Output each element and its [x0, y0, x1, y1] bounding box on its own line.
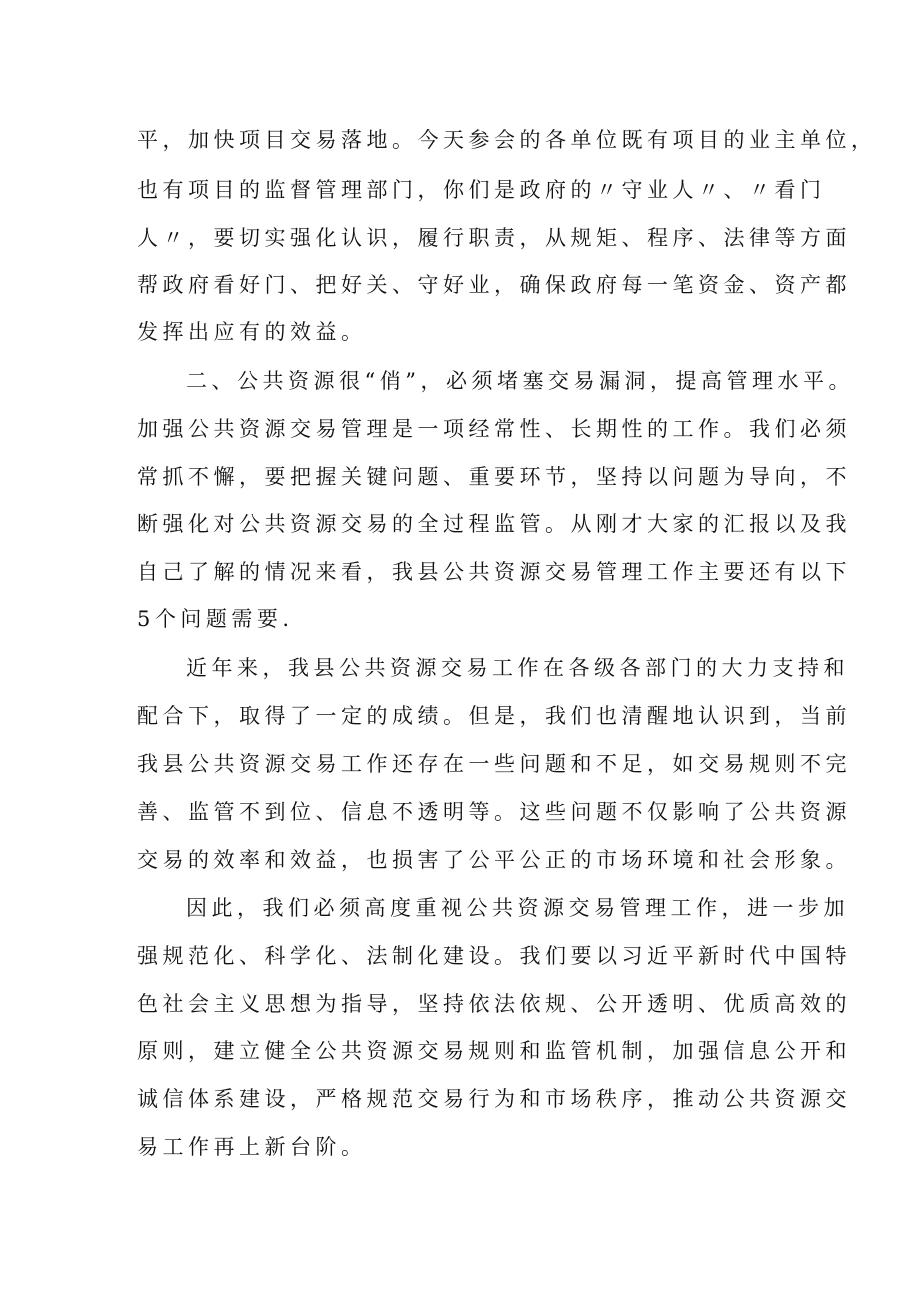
text-line: 交易的效率和效益，也损害了公平公正的市场环境和社会形象。: [137, 848, 851, 872]
text-line: 也有项目的监督管理部门，你们是政府的〃守业人〃、〃看门: [137, 178, 826, 202]
text-line: 我县公共资源交易工作还存在一些问题和不足，如交易规则不完: [137, 752, 851, 776]
text-line: 近年来，我县公共资源交易工作在各级各部门的大力支持和: [186, 656, 849, 680]
text-line: 发挥出应有的效益。: [137, 320, 367, 344]
text-line: 色社会主义思想为指导，坚持依法依规、公开透明、优质高效的: [137, 992, 851, 1016]
text-line: 常抓不懈，要把握关键问题、重要环节，坚持以问题为导向，不: [137, 465, 851, 489]
text-line: 诚信体系建设，严格规范交易行为和市场秩序，推动公共资源交: [137, 1087, 851, 1111]
text-line: 帮政府看好门、把好关、守好业，确保政府每一笔资金、资产都: [137, 273, 851, 297]
text-line: 易工作再上新台阶。: [137, 1135, 367, 1159]
text-line: 加强公共资源交易管理是一项经常性、长期性的工作。我们必须: [137, 417, 851, 441]
text-line: 平，加快项目交易落地。今天参会的各单位既有项目的业主单位，: [137, 128, 877, 152]
text-line: 断强化对公共资源交易的全过程监管。从刚才大家的汇报以及我: [137, 512, 851, 536]
text-line: 二、公共资源很“俏”，必须堵塞交易漏洞，提高管理水平。: [186, 369, 854, 393]
text-line: 强规范化、科学化、法制化建设。我们要以习近平新时代中国特: [137, 944, 851, 968]
text-line: 5个问题需要.: [137, 607, 294, 631]
text-line: 自己了解的情况来看，我县公共资源交易管理工作主要还有以下: [137, 560, 851, 584]
text-line: 原则，建立健全公共资源交易规则和监管机制，加强信息公开和: [137, 1039, 851, 1063]
text-line: 人〃，要切实强化认识，履行职责，从规矩、程序、法律等方面: [137, 226, 851, 250]
text-line: 因此，我们必须高度重视公共资源交易管理工作，进一步加: [186, 896, 849, 920]
text-line: 善、监管不到位、信息不透明等。这些问题不仅影响了公共资源: [137, 800, 851, 824]
text-line: 配合下，取得了一定的成绩。但是，我们也清醒地认识到，当前: [137, 704, 851, 728]
